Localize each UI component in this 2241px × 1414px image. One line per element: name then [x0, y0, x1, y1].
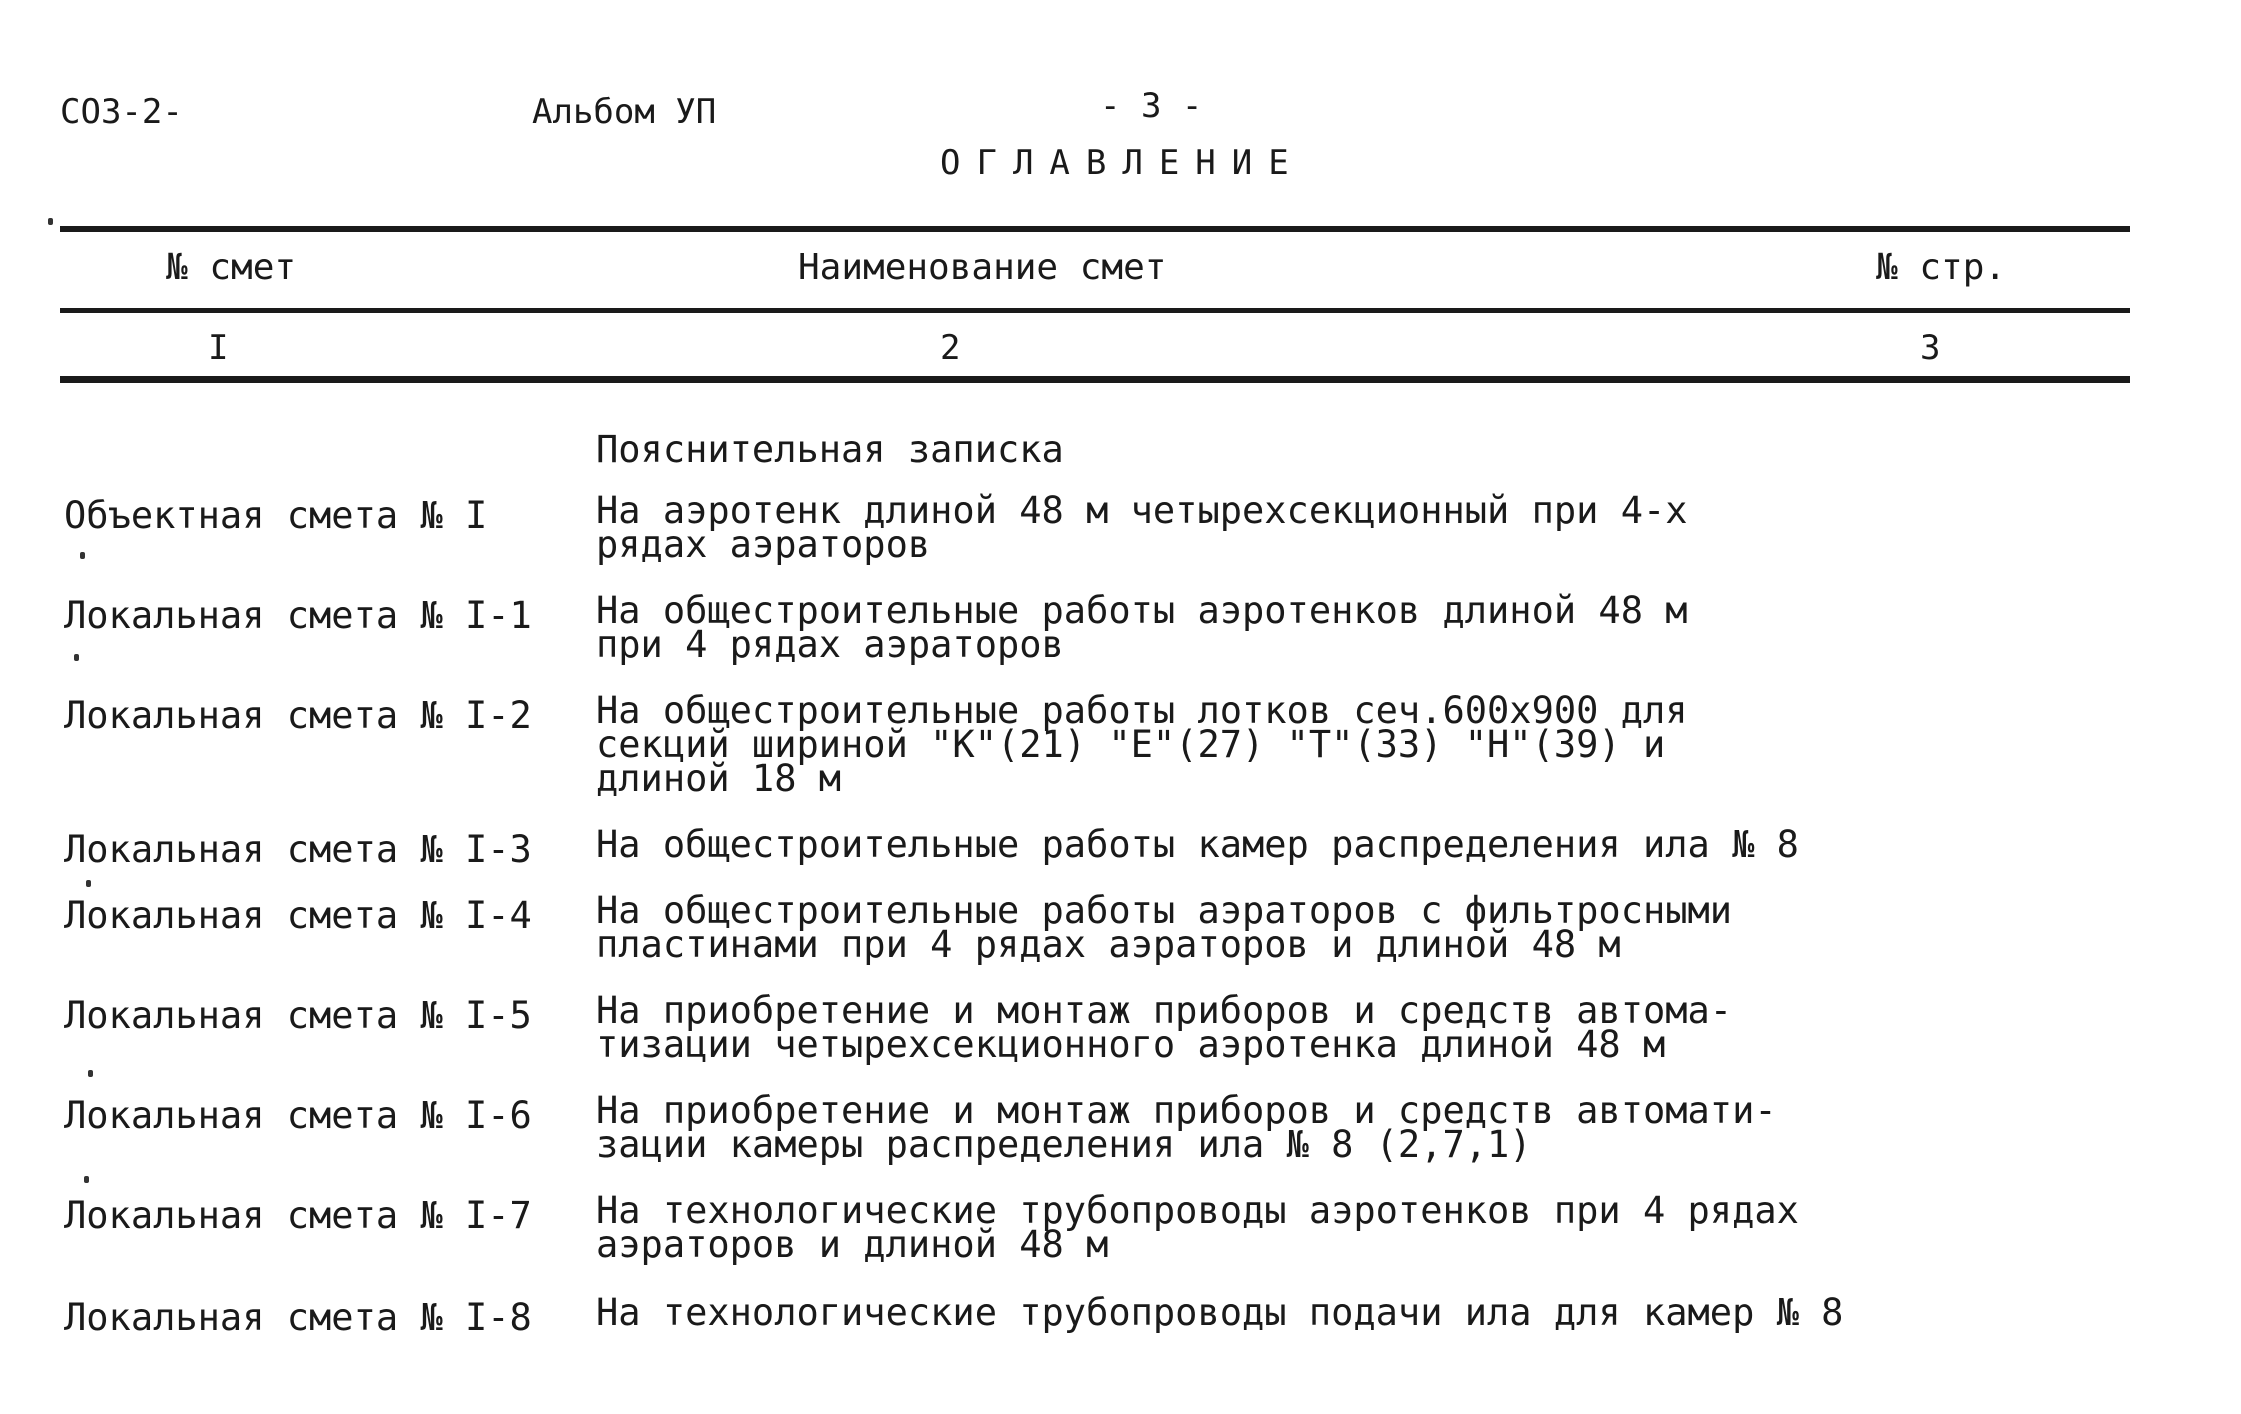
estimate-number: Локальная смета № I-3 — [64, 828, 532, 871]
column-number-2: 2 — [940, 328, 961, 368]
estimate-number: Локальная смета № I-8 — [64, 1296, 532, 1339]
scan-speck — [86, 880, 91, 887]
table-top-rule — [60, 226, 2130, 232]
estimate-name-line: длиной 18 м — [596, 757, 842, 800]
estimate-name-line: На общестроительные работы лотков сеч.600х900 для — [596, 689, 1688, 732]
estimate-name-line: На технологические трубопроводы аэротенков при 4 рядах — [596, 1189, 1799, 1232]
estimate-name-line: секций шириной "К"(21) "Е"(27) "Т"(33) "Н"(39) и — [596, 723, 1666, 766]
estimate-number: Локальная смета № I-1 — [64, 594, 532, 637]
estimate-name-line: На приобретение и монтаж приборов и средств автома- — [596, 989, 1733, 1032]
estimate-name-line: На общестроительные работы камер распределения ила № 8 — [596, 823, 1799, 866]
column-header-number: № смет — [166, 247, 297, 288]
estimate-name — [596, 489, 1688, 566]
column-header-page: № стр. — [1876, 247, 2007, 288]
estimate-name — [596, 1189, 1799, 1266]
estimate-name — [596, 1089, 1777, 1166]
scan-speck — [74, 654, 79, 661]
estimate-name-line: при 4 рядах аэраторов — [596, 623, 1064, 666]
estimate-name — [596, 589, 1688, 666]
estimate-name-line: пластинами при 4 рядах аэраторов и длиной 48 м — [596, 923, 1621, 966]
album-label: Альбом УП — [532, 92, 717, 132]
table-header-rule — [60, 308, 2130, 313]
estimate-name — [596, 1291, 1844, 1334]
page-title: ОГЛАВЛЕНИЕ — [940, 143, 1305, 183]
document-code: СОЗ-2- — [60, 92, 183, 132]
estimate-name — [596, 689, 1688, 800]
scan-speck — [80, 552, 85, 559]
estimate-name-line: На общестроительные работы аэротенков длиной 48 м — [596, 589, 1688, 632]
scan-speck — [88, 1070, 93, 1077]
estimate-name — [596, 989, 1733, 1066]
estimate-number: Объектная смета № I — [64, 494, 488, 537]
column-number-3: 3 — [1920, 328, 1941, 368]
column-number-1: I — [208, 328, 229, 368]
estimate-name-line: На приобретение и монтаж приборов и средств автомати- — [596, 1089, 1777, 1132]
estimate-number: Локальная смета № I-6 — [64, 1094, 532, 1137]
estimate-number: Локальная смета № I-2 — [64, 694, 532, 737]
estimate-name-line: рядах аэраторов — [596, 523, 931, 566]
estimate-name-line: аэраторов и длиной 48 м — [596, 1223, 1109, 1266]
estimate-number: Локальная смета № I-4 — [64, 894, 532, 937]
estimate-name-line: тизации четырехсекционного аэротенка длиной 48 м — [596, 1023, 1666, 1066]
column-header-name: Наименование смет — [798, 247, 1167, 288]
estimate-name-line: На технологические трубопроводы подачи ила для камер № 8 — [596, 1291, 1844, 1334]
estimate-name-line: На аэротенк длиной 48 м четырехсекционный при 4-х — [596, 489, 1688, 532]
scan-speck — [48, 218, 53, 225]
estimate-name — [596, 823, 1799, 866]
table-numbers-rule — [60, 376, 2130, 383]
estimate-number: Локальная смета № I-5 — [64, 994, 532, 1037]
estimate-name-line: зации камеры распределения ила № 8 (2,7,1) — [596, 1123, 1532, 1166]
estimate-number: Локальная смета № I-7 — [64, 1194, 532, 1237]
explanatory-note: Пояснительная записка — [596, 428, 1064, 471]
scan-speck — [84, 1176, 89, 1183]
estimate-name-line: На общестроительные работы аэраторов с фильтросными — [596, 889, 1733, 932]
estimate-name — [596, 889, 1733, 966]
page-number: - 3 - — [1100, 86, 1203, 126]
